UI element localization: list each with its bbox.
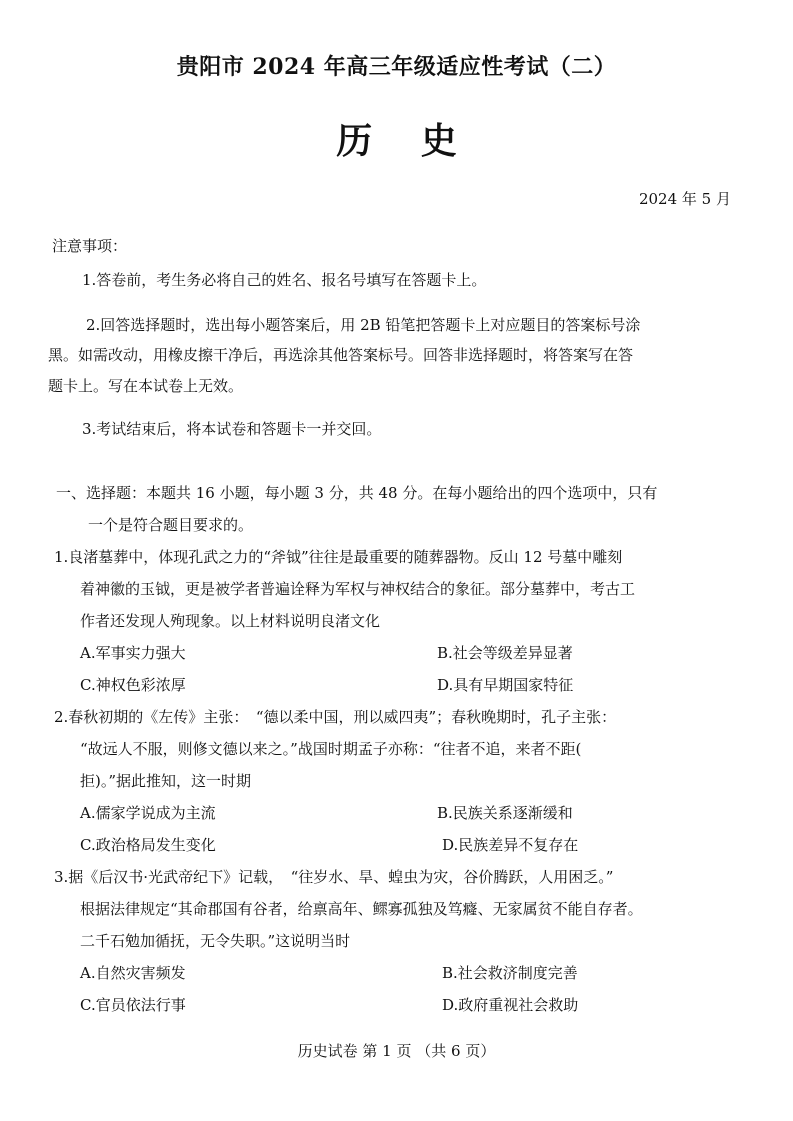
section-heading-line-1: 一、选择题：本题共 16 小题，每小题 3 分，共 48 分。在每小题给出的四个选项中，只有: [56, 484, 658, 502]
notice-item-2-line-1: 2.回答选择题时，选出每小题答案后，用 2B 铅笔把答题卡上对应题目的答案标号涂: [86, 316, 641, 334]
q3-option-d: D.政府重视社会救助: [442, 996, 579, 1014]
q3-option-b: B.社会救济制度完善: [442, 964, 578, 982]
notice-heading: 注意事项：: [52, 237, 128, 255]
subject-title: 历 史: [336, 120, 475, 162]
q2-option-b: B.民族关系逐渐缓和: [437, 804, 573, 822]
q2-option-d: D.民族差异不复存在: [442, 836, 579, 854]
q1-stem-line-3: 作者还发现人殉现象。以上材料说明良渚文化: [80, 612, 381, 630]
q2-stem-line-1: 2.春秋初期的《左传》主张： “德以柔中国，刑以威四夷”；春秋晚期时，孔子主张：: [54, 708, 617, 726]
q2-option-c: C.政治格局发生变化: [80, 836, 216, 854]
notice-item-2-line-3: 题卡上。写在本试卷上无效。: [48, 377, 244, 395]
q1-option-a: A.军事实力强大: [80, 644, 186, 662]
notice-item-3: 3.考试结束后，将本试卷和答题卡一并交回。: [82, 420, 382, 438]
q3-stem-line-3: 二千石勉加循抚，无令失职。”这说明当时: [80, 932, 351, 950]
exam-date: 2024 年 5 月: [638, 190, 731, 208]
page-footer: 历史试卷 第 1 页 （共 6 页）: [297, 1042, 496, 1060]
exam-title: 贵阳市 2024 年高三年级适应性考试（二）: [176, 54, 617, 80]
q2-stem-line-2: “故远人不服，则修文德以来之。”战国时期孟子亦称：“往者不追，来者不距(: [80, 740, 582, 758]
q1-option-c: C.神权色彩浓厚: [80, 676, 186, 694]
q3-option-c: C.官员依法行事: [80, 996, 186, 1014]
q1-option-b: B.社会等级差异显著: [437, 644, 573, 662]
q1-option-d: D.具有早期国家特征: [437, 676, 574, 694]
q1-stem-line-1: 1.良渚墓葬中，体现孔武之力的“斧钺”往往是最重要的随葬器物。反山 12 号墓中雕刻: [54, 548, 623, 566]
q2-option-a: A.儒家学说成为主流: [80, 804, 216, 822]
q3-stem-line-2: 根据法律规定“其命郡国有谷者，给禀高年、鳏寡孤独及笃癃、无家属贫不能自存者。: [80, 900, 643, 918]
section-heading-line-2: 一个是符合题目要求的。: [88, 516, 254, 534]
notice-item-1: 1.答卷前，考生务必将自己的姓名、报名号填写在答题卡上。: [82, 271, 487, 289]
notice-item-2-line-2: 黑。如需改动，用橡皮擦干净后，再选涂其他答案标号。回答非选择题时，将答案写在答: [48, 346, 634, 364]
q2-stem-line-3: 拒)。”据此推知，这一时期: [80, 772, 252, 790]
q3-option-a: A.自然灾害频发: [80, 964, 186, 982]
q1-stem-line-2: 着神徽的玉钺，更是被学者普遍诠释为军权与神权结合的象征。部分墓葬中，考古工: [80, 580, 636, 598]
q3-stem-line-1: 3.据《后汉书·光武帝纪下》记载， “往岁水、旱、蝗虫为灾，谷价腾跃，人用困乏。”: [54, 868, 614, 886]
